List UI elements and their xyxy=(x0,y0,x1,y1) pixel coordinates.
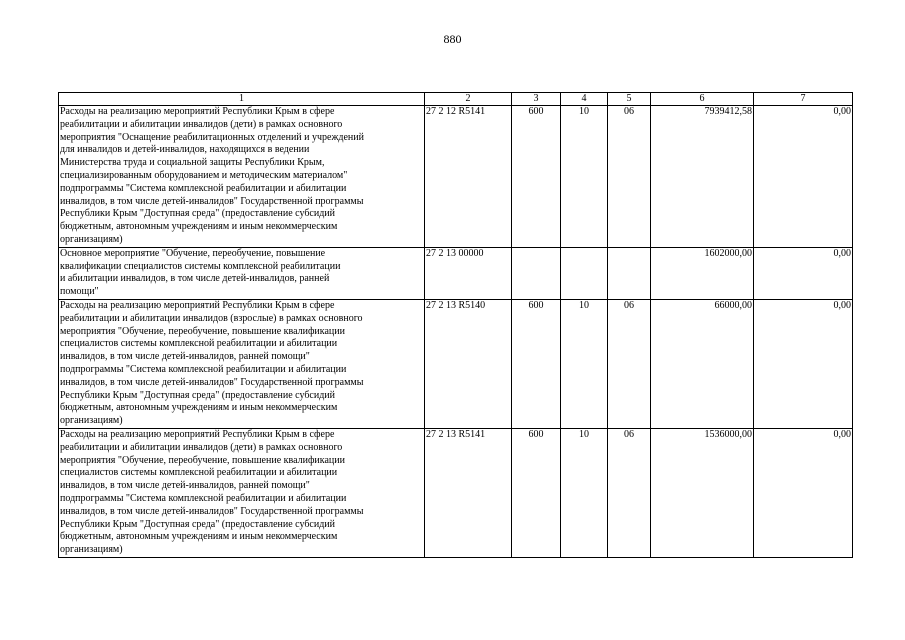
row-amount: 66000,00 xyxy=(651,299,754,428)
row-col7: 0,00 xyxy=(754,247,853,299)
row-col3: 600 xyxy=(512,299,561,428)
row-code: 27 2 12 R5141 xyxy=(425,106,512,248)
row-description: Расходы на реализацию мероприятий Республики Крым в сфере реабилитации и абилитации инвалидов (дети) в рамках основного мероприятия "Оснащение реабилитационных отделений и учреждений для инвалидов и детей-инвалидов, находящихся в ведении Министерства труда и социальной защиты Республики Крым, специализированным оборудованием и методическим материалом" подпрограммы "Система комплексной реабилитации и абилитации инвалидов, в том числе детей-инвалидов" Государственной программы Республики Крым "Доступная среда" (предоставление субсидий бюджетным, автономным учреждениям и иным некоммерческим организациям) xyxy=(59,106,425,248)
header-row xyxy=(59,93,853,106)
row-col4: 10 xyxy=(561,106,608,248)
row-code: 27 2 13 R5141 xyxy=(425,428,512,557)
budget-table xyxy=(58,92,853,558)
table-row xyxy=(59,106,853,248)
column-header: 3 xyxy=(512,93,561,106)
row-description: Расходы на реализацию мероприятий Республики Крым в сфере реабилитации и абилитации инвалидов (взрослые) в рамках основного мероприятия "Обучение, переобучение, повышение квалификации специалистов системы комплексной реабилитации и абилитации инвалидов, в том числе детей-инвалидов, ранней помощи" подпрограммы "Система комплексной реабилитации и абилитации инвалидов, в том числе детей-инвалидов" Государственной программы Республики Крым "Доступная среда" (предоставление субсидий бюджетным, автономным учреждениям и иным некоммерческим организациям) xyxy=(59,299,425,428)
table-row xyxy=(59,299,853,428)
page-number: 880 xyxy=(443,32,462,46)
row-code: 27 2 13 00000 xyxy=(425,247,512,299)
row-amount: 7939412,58 xyxy=(651,106,754,248)
row-amount: 1536000,00 xyxy=(651,428,754,557)
row-amount: 1602000,00 xyxy=(651,247,754,299)
row-description: Расходы на реализацию мероприятий Республики Крым в сфере реабилитации и абилитации инвалидов (дети) в рамках основного мероприятия "Обучение, переобучение, повышение квалификации специалистов системы комплексной реабилитации и абилитации инвалидов, в том числе детей-инвалидов, ранней помощи" подпрограммы "Система комплексной реабилитации и абилитации инвалидов, в том числе детей-инвалидов" Государственной программы Республики Крым "Доступная среда" (предоставление субсидий бюджетным, автономным учреждениям и иным некоммерческим организациям) xyxy=(59,428,425,557)
column-header: 5 xyxy=(608,93,651,106)
row-col4: 10 xyxy=(561,428,608,557)
row-code: 27 2 13 R5140 xyxy=(425,299,512,428)
row-col4 xyxy=(561,247,608,299)
column-header: 2 xyxy=(425,93,512,106)
row-col7: 0,00 xyxy=(754,299,853,428)
row-col5: 06 xyxy=(608,428,651,557)
row-col7: 0,00 xyxy=(754,428,853,557)
column-header: 4 xyxy=(561,93,608,106)
row-col5 xyxy=(608,247,651,299)
table-row xyxy=(59,428,853,557)
row-description: Основное мероприятие "Обучение, переобучение, повышение квалификации специалистов системы комплексной реабилитации и абилитации инвалидов, в том числе детей-инвалидов, ранней помощи" xyxy=(59,247,425,299)
column-header: 7 xyxy=(754,93,853,106)
table-row xyxy=(59,247,853,299)
row-col7: 0,00 xyxy=(754,106,853,248)
row-col3 xyxy=(512,247,561,299)
row-col4: 10 xyxy=(561,299,608,428)
column-header: 1 xyxy=(59,93,425,106)
row-col3: 600 xyxy=(512,428,561,557)
column-header: 6 xyxy=(651,93,754,106)
row-col5: 06 xyxy=(608,106,651,248)
row-col5: 06 xyxy=(608,299,651,428)
row-col3: 600 xyxy=(512,106,561,248)
